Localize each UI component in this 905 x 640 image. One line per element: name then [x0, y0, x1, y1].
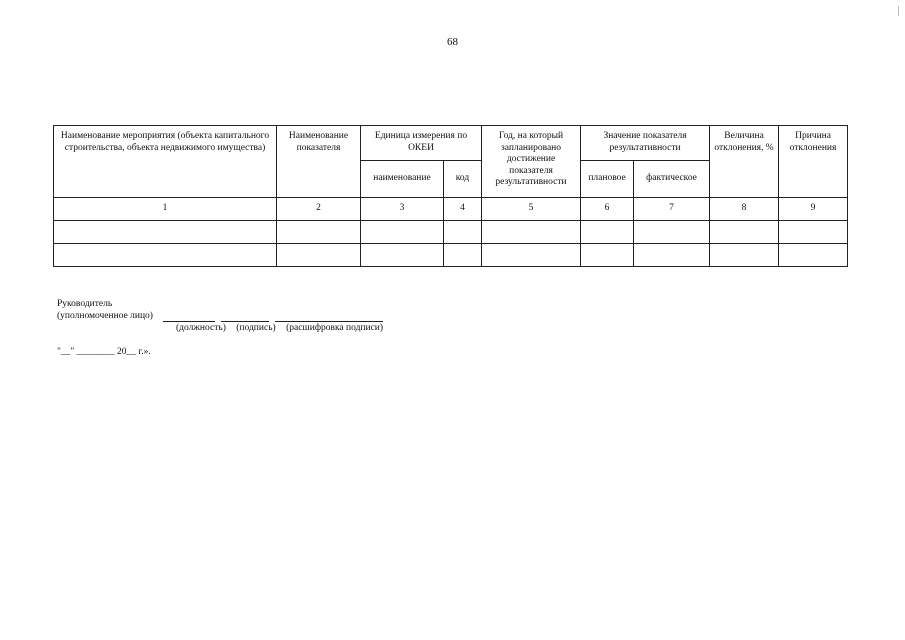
column-number: 6: [581, 198, 634, 221]
column-number: 4: [444, 198, 482, 221]
header-unit-name: наименование: [361, 161, 444, 198]
table-cell: [710, 244, 779, 267]
scan-edge-mark: [898, 6, 899, 16]
table-row: [54, 221, 848, 244]
table-cell: [581, 221, 634, 244]
signature-block: [57, 298, 391, 334]
header-unit-okei: Единица измерения по ОКЕИ: [361, 126, 482, 161]
signature-captions: [176, 322, 391, 334]
table-cell: [54, 221, 277, 244]
header-indicator-name: Наименование показателя: [277, 126, 361, 198]
table-cell: [444, 244, 482, 267]
column-number-row: [54, 198, 848, 221]
column-number: 8: [710, 198, 779, 221]
column-number: 2: [277, 198, 361, 221]
column-number: 7: [634, 198, 710, 221]
table-cell: [54, 244, 277, 267]
column-number: 1: [54, 198, 277, 221]
table-row: [54, 244, 848, 267]
table-cell: [482, 244, 581, 267]
column-number: 3: [361, 198, 444, 221]
header-indicator-value: Значение показателя результативности: [581, 126, 710, 161]
table-cell: [710, 221, 779, 244]
header-event-name: Наименование мероприятия (объекта капитального строительства, объекта недвижимого имущества): [54, 126, 277, 198]
page-number: 68: [447, 36, 458, 48]
header-deviation: Величина отклонения, %: [710, 126, 779, 198]
header-actual: фактическое: [634, 161, 710, 198]
table-cell: [779, 221, 848, 244]
header-reason: Причина отклонения: [779, 126, 848, 198]
table-cell: [581, 244, 634, 267]
table-cell: [634, 244, 710, 267]
table-cell: [361, 244, 444, 267]
sign-blank: [221, 311, 269, 322]
authorized-label: (уполномоченное лицо): [57, 311, 153, 321]
table-cell: [361, 221, 444, 244]
position-caption: (должность): [176, 323, 226, 333]
signature-line: [57, 310, 391, 322]
table-cell: [277, 244, 361, 267]
table-cell: [277, 221, 361, 244]
sign-caption: (подпись): [236, 323, 276, 333]
table-cell: [482, 221, 581, 244]
position-blank: [163, 311, 215, 322]
header-row-1: [54, 126, 848, 161]
column-number: 5: [482, 198, 581, 221]
header-unit-code: код: [444, 161, 482, 198]
date-line: "__" ________ 20__ г.».: [57, 347, 151, 357]
results-table: [53, 125, 848, 267]
head-label: Руководитель: [57, 299, 113, 309]
table-cell: [444, 221, 482, 244]
decode-blank: [275, 311, 383, 322]
decode-caption: (расшифровка подписи): [286, 323, 384, 333]
header-planned-year: Год, на который запланировано достижение показателя результативности: [482, 126, 581, 198]
column-number: 9: [779, 198, 848, 221]
table-cell: [779, 244, 848, 267]
header-planned: плановое: [581, 161, 634, 198]
table-cell: [634, 221, 710, 244]
